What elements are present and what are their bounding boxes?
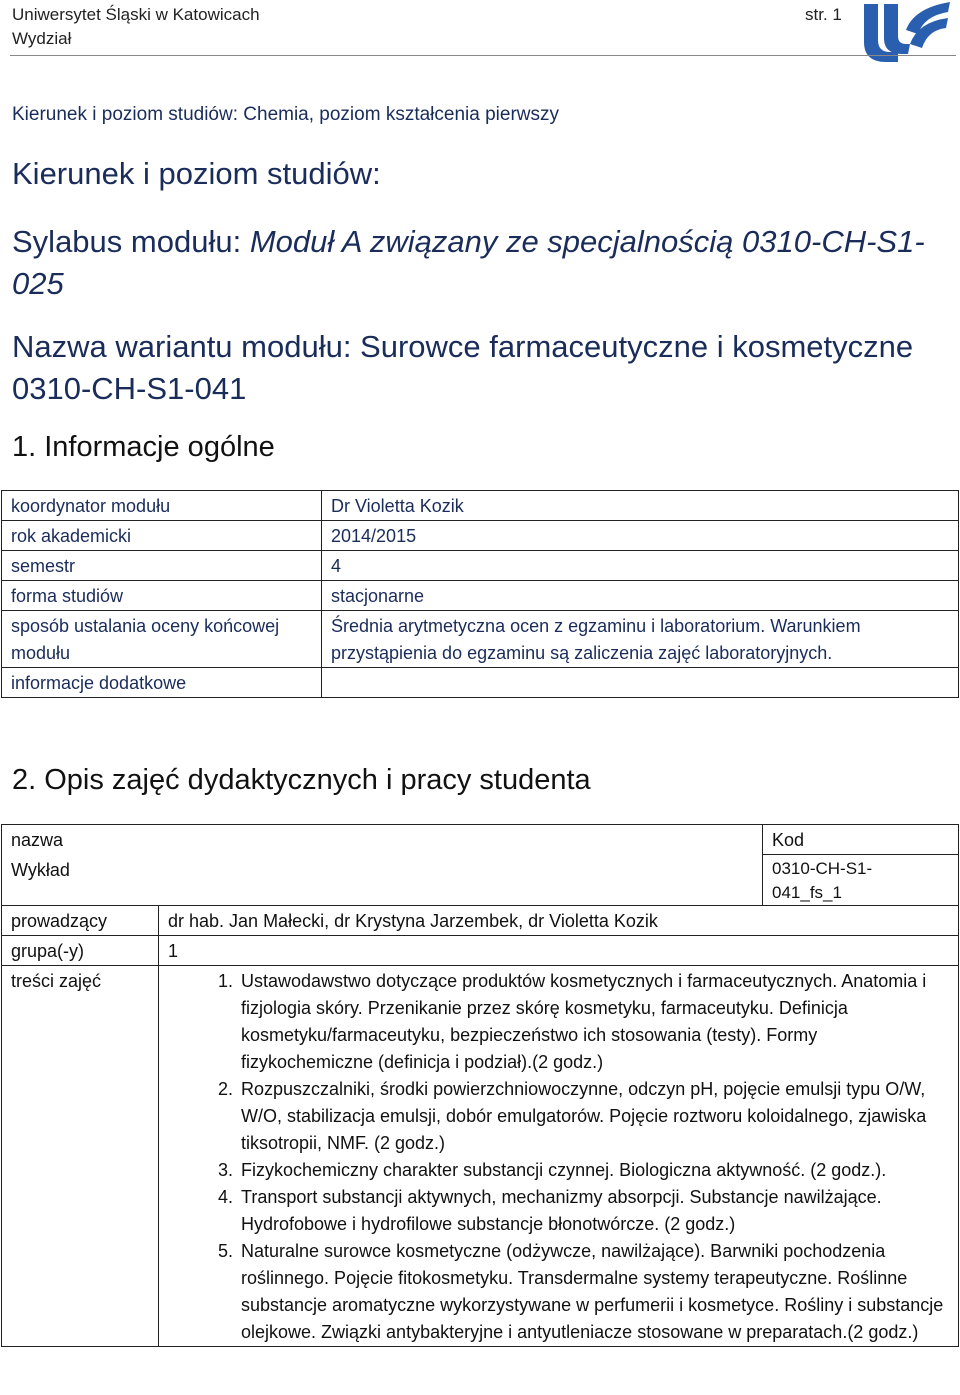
- content-cell: [159, 966, 959, 1347]
- table-row: [2, 668, 959, 698]
- page-number: str. 1: [805, 5, 842, 24]
- course-description-table: [1, 824, 959, 1347]
- list-item: 3. Fizykochemiczny charakter substancji czynnej. Biologiczna aktywność. (2 godz.).: [238, 1157, 954, 1184]
- header-divider: [10, 55, 956, 56]
- info-key: forma studiów: [2, 581, 322, 611]
- general-info-table: [1, 490, 959, 698]
- table-row: [2, 521, 959, 551]
- variant-line1: Nazwa wariantu modułu: Surowce farmaceutyczne i kosmetyczne: [12, 329, 914, 364]
- field-heading: Kierunek i poziom studiów:: [12, 156, 381, 191]
- field-and-level: Kierunek i poziom studiów: Chemia, poziom kształcenia pierwszy: [12, 104, 560, 125]
- list-item: 4. Transport substancji aktywnych, mechanizmy absorpcji. Substancje nawilżające. Hydrofobowe i hydrofilowe substancje błonotwórcze. (2 godz.): [238, 1184, 954, 1238]
- groups-label: grupa(-y): [2, 936, 159, 966]
- course-code: 0310-CH-S1-041_fs_1: [763, 855, 959, 906]
- groups-value: 1: [159, 936, 959, 966]
- info-value: 2014/2015: [322, 521, 959, 551]
- university-logo: [858, 0, 954, 66]
- code-label: Kod: [763, 825, 959, 855]
- section2-title: 2. Opis zajęć dydaktycznych i pracy studenta: [12, 764, 591, 796]
- info-value: 4: [322, 551, 959, 581]
- lecturers-label: prowadzący: [2, 906, 159, 936]
- list-item: 2. Rozpuszczalniki, środki powierzchniowoczynne, odczyn pH, pojęcie emulsji typu O/W, W/O, stabilizacja emulsji, dobór emulgatorów. Pojęcie roztworu koloidalnego, zjawiska tiksotropii, NMF. (2 godz.): [238, 1076, 954, 1157]
- name-label: nazwa: [2, 825, 763, 855]
- syllabus-module-name: Moduł A związany ze specjalnością 0310-CH-S1-: [249, 224, 925, 259]
- table-row: [2, 581, 959, 611]
- course-name: Wykład: [2, 855, 763, 906]
- table-row: [2, 825, 959, 855]
- content-label: treści zajęć: [2, 966, 159, 1347]
- table-row: [2, 906, 959, 936]
- info-key: informacje dodatkowe: [2, 668, 322, 698]
- faculty-name: Wydział: [12, 29, 72, 48]
- syllabus-title: [12, 221, 952, 305]
- syllabus-prefix: Sylabus modułu:: [12, 224, 242, 259]
- university-name: Uniwersytet Śląski w Katowicach: [12, 5, 260, 24]
- info-value: [322, 668, 959, 698]
- table-row: [2, 936, 959, 966]
- table-row: [2, 551, 959, 581]
- info-value: Dr Violetta Kozik: [322, 491, 959, 521]
- syllabus-module-name-cont: 025: [12, 266, 64, 301]
- table-row: [2, 491, 959, 521]
- info-key: rok akademicki: [2, 521, 322, 551]
- list-item: 1. Ustawodawstwo dotyczące produktów kosmetycznych i farmaceutycznych. Anatomia i fizjologia skóry. Przenikanie przez skórę kosmetyku, farmaceutyku. Definicja kosmetyku/farmaceutyku, bezpieczeństwo ich stosowania (testy). Formy fizykochemiczne (definicja i podział).(2 godz.): [238, 968, 954, 1076]
- table-row: [2, 855, 959, 906]
- info-value: Średnia arytmetyczna ocen z egzaminu i laboratorium. Warunkiem przystąpienia do egzaminu są zaliczenia zajęć laboratoryjnych.: [322, 611, 959, 668]
- info-key: semestr: [2, 551, 322, 581]
- info-key: koordynator modułu: [2, 491, 322, 521]
- variant-title: [12, 326, 952, 410]
- content-list: [168, 968, 954, 1346]
- table-row: [2, 611, 959, 668]
- info-key: sposób ustalania oceny końcowej modułu: [2, 611, 322, 668]
- table-row: [2, 966, 959, 1347]
- list-item: 5. Naturalne surowce kosmetyczne (odżywcze, nawilżające). Barwniki pochodzenia roślinnego. Pojęcie fitokosmetyku. Transdermalne systemy terapeutyczne. Roślinne substancje aromatyczne wykorzystywane w perfumerii i kosmetyce. Rośliny i substancje olejkowe. Związki antybakteryjne i antyutleniacze stosowane w preparatach.(2 godz.): [238, 1238, 954, 1346]
- variant-line2: 0310-CH-S1-041: [12, 371, 247, 406]
- lecturers-value: dr hab. Jan Małecki, dr Krystyna Jarzembek, dr Violetta Kozik: [159, 906, 959, 936]
- info-value: stacjonarne: [322, 581, 959, 611]
- section1-title: 1. Informacje ogólne: [12, 431, 275, 463]
